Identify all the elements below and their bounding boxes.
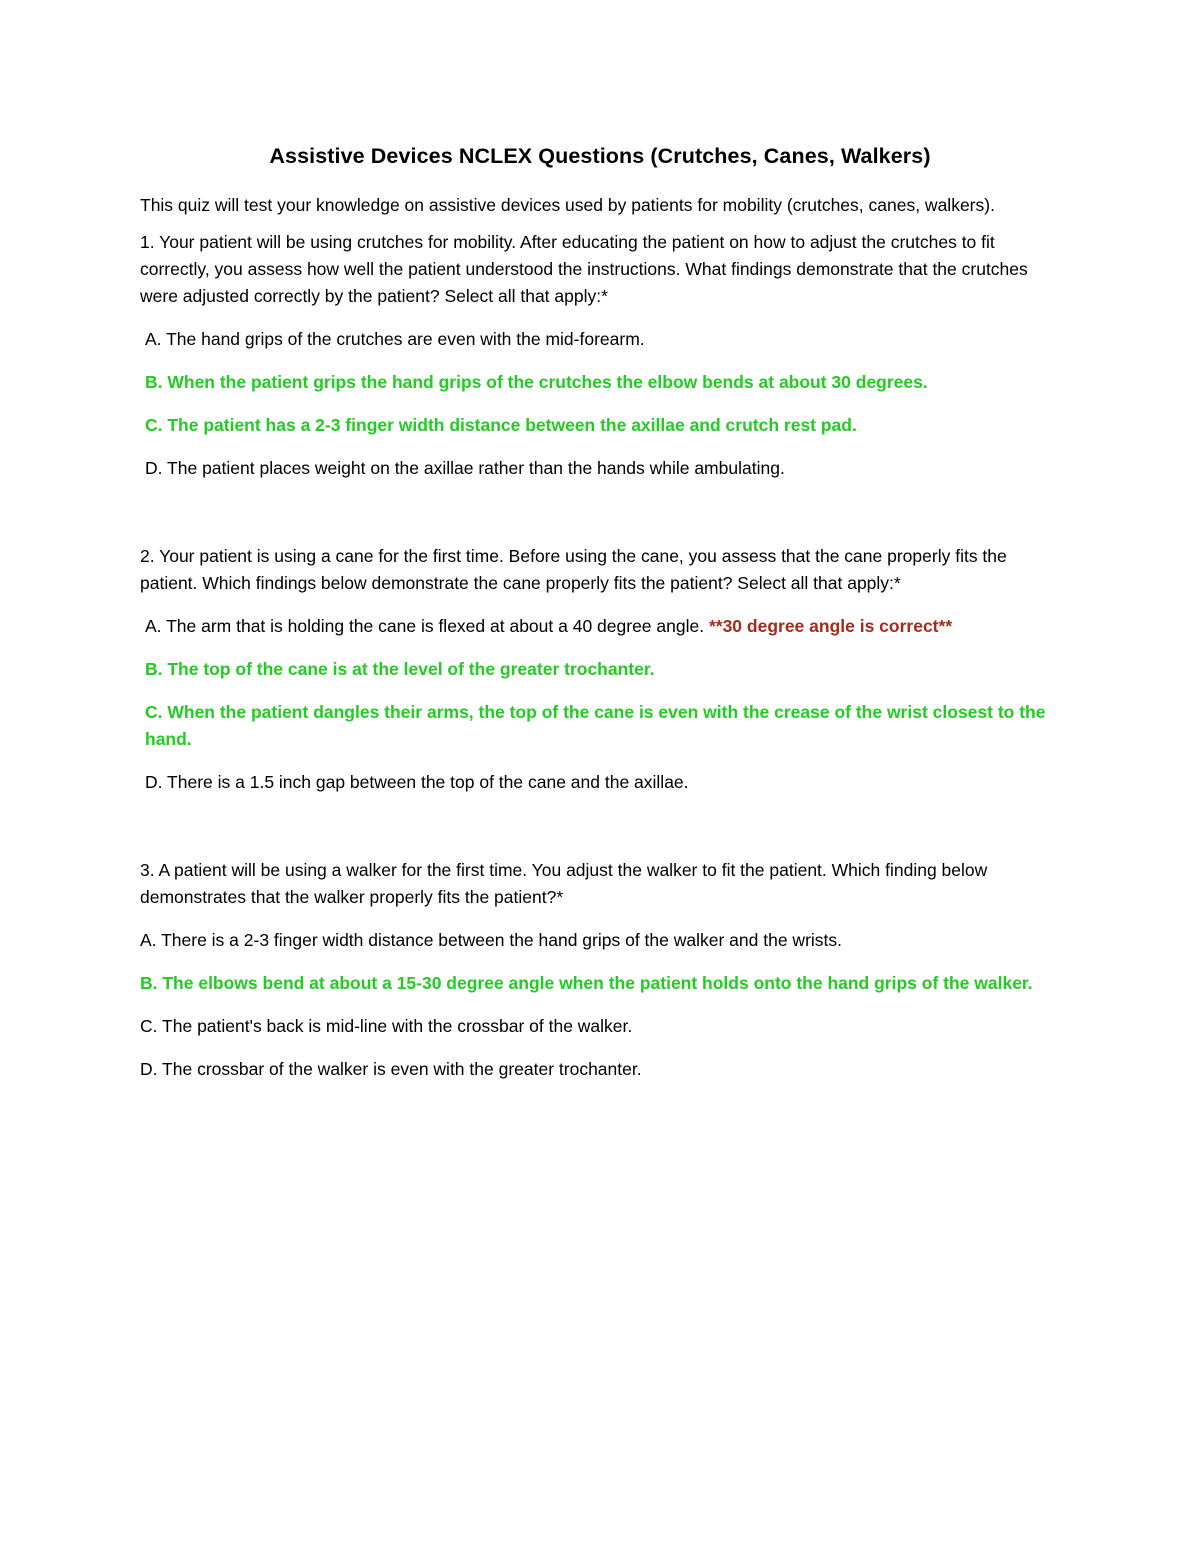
- question-1-option-c-correct: C. The patient has a 2-3 finger width distance between the axillae and crutch rest pad.: [145, 415, 857, 435]
- question-1: [140, 229, 1060, 482]
- question-2-option-b-correct: B. The top of the cane is at the level of the greater trochanter.: [145, 659, 655, 679]
- question-2-option-a-text: A. The arm that is holding the cane is flexed at about a 40 degree angle.: [145, 616, 705, 636]
- question-3-option-a: A. There is a 2-3 finger width distance between the hand grips of the walker and the wrists.: [140, 930, 843, 950]
- quiz-intro: This quiz will test your knowledge on assistive devices used by patients for mobility (crutches, canes, walkers).: [140, 195, 995, 215]
- question-2-option-c-correct: C. When the patient dangles their arms, the top of the cane is even with the crease of the wrist closest to the hand.: [145, 702, 1046, 749]
- question-1-text: 1. Your patient will be using crutches for mobility. After educating the patient on how to adjust the crutches to fit correctly, you assess how well the patient understood the instructions. What findings demonstrate that the crutches were adjusted correctly by the patient? Select all that apply:*: [140, 232, 1028, 306]
- question-3: [140, 857, 1060, 1083]
- question-3-option-b-correct: B. The elbows bend at about a 15-30 degree angle when the patient holds onto the hand grips of the walker.: [140, 973, 1033, 993]
- question-2-option-a-note: **30 degree angle is correct**: [708, 616, 953, 636]
- question-1-option-b-correct: B. When the patient grips the hand grips of the crutches the elbow bends at about 30 degrees.: [145, 372, 928, 392]
- question-3-options: [140, 927, 1060, 1083]
- page-title: Assistive Devices NCLEX Questions (Crutches, Canes, Walkers): [269, 144, 931, 168]
- question-3-text: 3. A patient will be using a walker for the first time. You adjust the walker to fit the patient. Which finding below demonstrates that the walker properly fits the patient?*: [140, 860, 988, 907]
- question-3-option-d: D. The crossbar of the walker is even with the greater trochanter.: [140, 1059, 642, 1079]
- question-2-option-d: D. There is a 1.5 inch gap between the top of the cane and the axillae.: [145, 772, 689, 792]
- question-2-option-a: [140, 613, 1060, 640]
- question-2-options: [140, 613, 1060, 796]
- question-1-options: [140, 326, 1060, 482]
- question-1-option-a: A. The hand grips of the crutches are even with the mid-forearm.: [145, 329, 645, 349]
- question-2-text: 2. Your patient is using a cane for the first time. Before using the cane, you assess that the cane properly fits the patient. Which findings below demonstrate the cane properly fits the patient? Select all that apply:*: [140, 546, 1007, 593]
- question-2: [140, 543, 1060, 796]
- question-3-option-c: C. The patient's back is mid-line with the crossbar of the walker.: [140, 1016, 633, 1036]
- question-1-option-d: D. The patient places weight on the axillae rather than the hands while ambulating.: [145, 458, 785, 478]
